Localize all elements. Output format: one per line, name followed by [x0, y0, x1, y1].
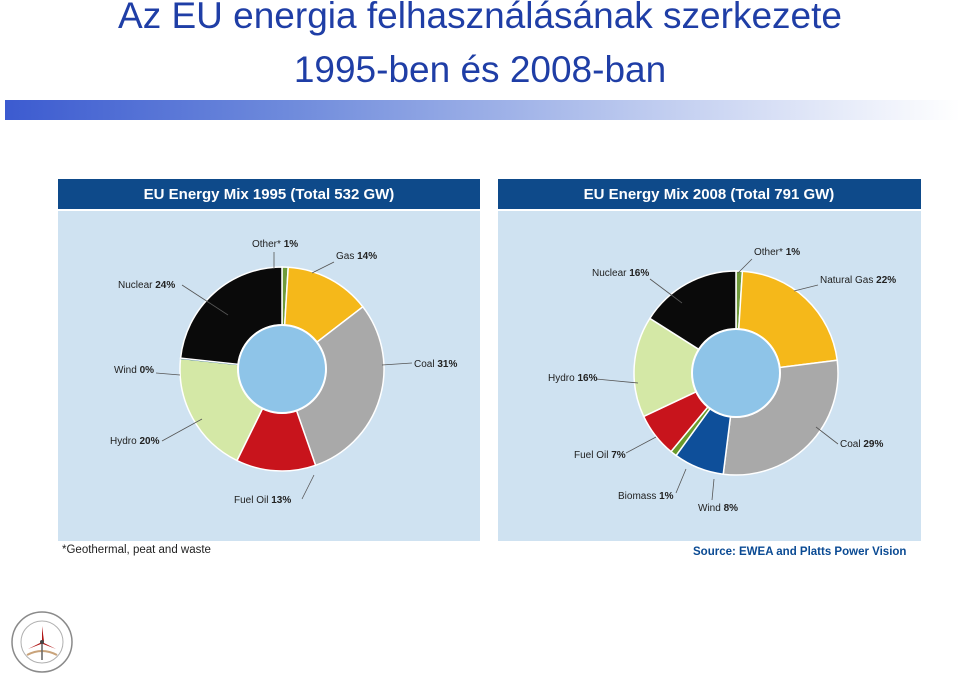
label-1995-nuclear: Nuclear 24% [118, 280, 176, 291]
label-1995-gas: Gas 14% [336, 251, 378, 262]
label-2008-other: Other* 1% [754, 247, 801, 258]
source-credit: Source: EWEA and Platts Power Vision [693, 546, 907, 558]
label-2008-nuclear: Nuclear 16% [592, 268, 650, 279]
donut-hole-1995 [238, 325, 326, 413]
label-2008-biomass: Biomass 1% [618, 491, 674, 502]
label-1995-coal: Coal 31% [414, 359, 458, 370]
slide-title: Az EU energia felhasználásának szerkezete [118, 0, 842, 36]
chart-1995-title: EU Energy Mix 1995 (Total 532 GW) [143, 186, 395, 203]
chart-2008-title: EU Energy Mix 2008 (Total 791 GW) [583, 186, 835, 203]
label-1995-fuel-oil: Fuel Oil 13% [234, 495, 292, 506]
label-1995-other: Other* 1% [252, 239, 299, 250]
slide-subtitle: 1995-ben és 2008-ban [293, 49, 667, 90]
label-1995-wind: Wind 0% [114, 365, 155, 376]
label-2008-natural-gas: Natural Gas 22% [820, 275, 897, 286]
chart-1995-donut [180, 267, 384, 471]
label-2008-coal: Coal 29% [840, 439, 884, 450]
chart-2008-panel [498, 157, 921, 541]
footnote: *Geothermal, peat and waste [62, 544, 211, 556]
title-gradient-band [5, 100, 960, 120]
label-1995-hydro: Hydro 20% [110, 436, 160, 447]
chart-1995-panel [58, 157, 480, 541]
donut-hole-2008 [692, 329, 780, 417]
label-2008-fuel-oil: Fuel Oil 7% [574, 450, 626, 461]
label-2008-hydro: Hydro 16% [548, 373, 598, 384]
chart-2008-donut [634, 271, 838, 475]
society-seal-logo [11, 611, 73, 673]
label-2008-wind: Wind 8% [698, 503, 739, 514]
